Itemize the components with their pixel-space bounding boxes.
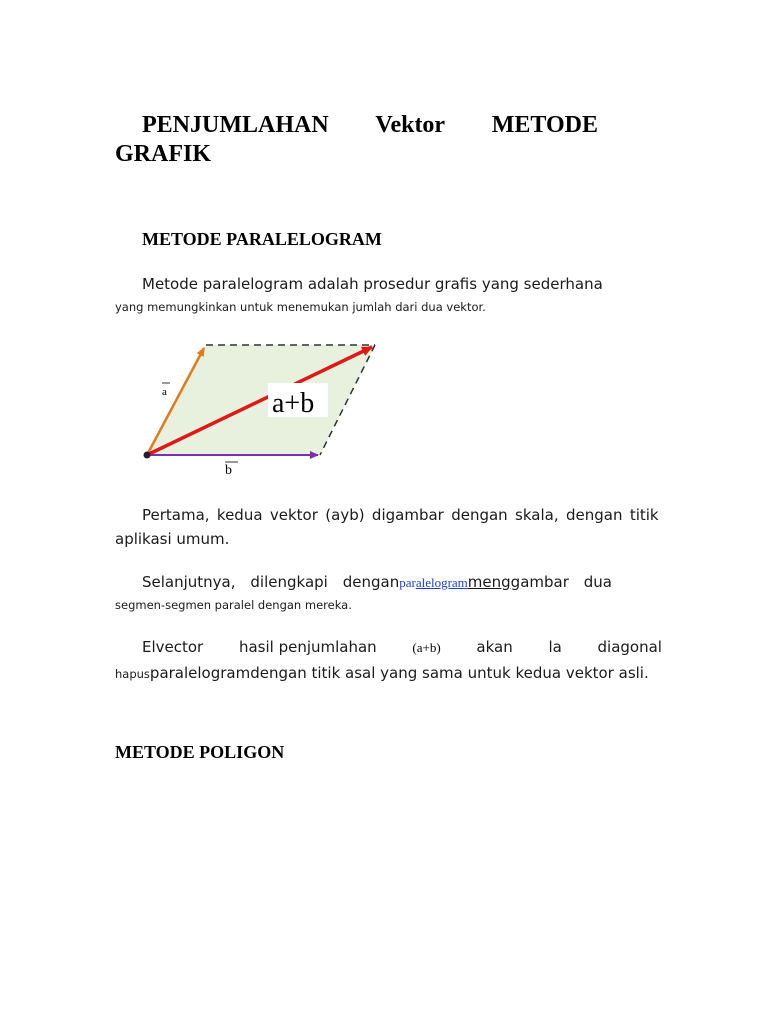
vector-b-label: b: [225, 463, 232, 478]
para2-word-3e: ambar: [520, 573, 569, 591]
page-title-line1: [142, 112, 598, 139]
para2-word-4: dua: [583, 573, 612, 591]
title-word-3: METODE: [491, 112, 598, 138]
para2-word-3a: dengan: [342, 573, 400, 591]
para3-line-2: [115, 664, 649, 682]
origin-point: [144, 452, 151, 459]
para3-word-5: la: [548, 638, 562, 656]
para2-link-mengg[interactable]: mengg: [467, 573, 521, 591]
intro-line-2: yang memungkinkan untuk menemukan jumlah dari dua vektor.: [115, 300, 486, 314]
title-word-1: PENJUMLAHAN: [142, 112, 329, 138]
para2-word-3: [343, 573, 569, 591]
para1-text: Pertama, kedua vektor (ayb) digambar dengan skala, dengan titik: [142, 506, 659, 524]
para3-line-2-hapus: hapus: [115, 667, 150, 681]
para3-line-1: [142, 638, 662, 656]
sum-label: a+b: [272, 388, 315, 419]
para2-line-2: segmen-segmen paralel dengan mereka.: [115, 598, 352, 612]
para2-link-alelogram[interactable]: alelogram: [415, 575, 468, 590]
para3-word-2: hasil penjumlahan: [238, 638, 377, 656]
para3-word-1: Elvector: [142, 638, 204, 656]
page-title-line2: GRAFIK: [115, 141, 211, 167]
para2-word-1: Selanjutnya,: [142, 573, 236, 591]
para2-link-par[interactable]: par: [399, 575, 416, 590]
para2-line-1: [142, 573, 612, 591]
para1-line-1: [142, 506, 659, 524]
para3-line-2-paralelogram: paralelogram: [149, 664, 251, 682]
para3-word-3: (a+b): [412, 640, 441, 655]
section-heading-poligon: METODE POLIGON: [115, 742, 285, 762]
parallelogram-figure: [140, 335, 390, 485]
para1-line-2: aplikasi umum.: [115, 530, 230, 548]
para3-word-4: akan: [476, 638, 513, 656]
para3-word-6: diagonal: [597, 638, 662, 656]
title-word-2: Vektor: [375, 112, 446, 138]
para2-word-2: dilengkapi: [250, 573, 328, 591]
section-heading-paralelogram: METODE PARALELOGRAM: [142, 229, 382, 249]
intro-line-1: Metode paralelogram adalah prosedur grafis yang sederhana: [142, 275, 603, 293]
vector-a-label: a: [162, 386, 167, 398]
para3-line-2-rest: dengan titik asal yang sama untuk kedua vektor asli.: [250, 664, 649, 682]
